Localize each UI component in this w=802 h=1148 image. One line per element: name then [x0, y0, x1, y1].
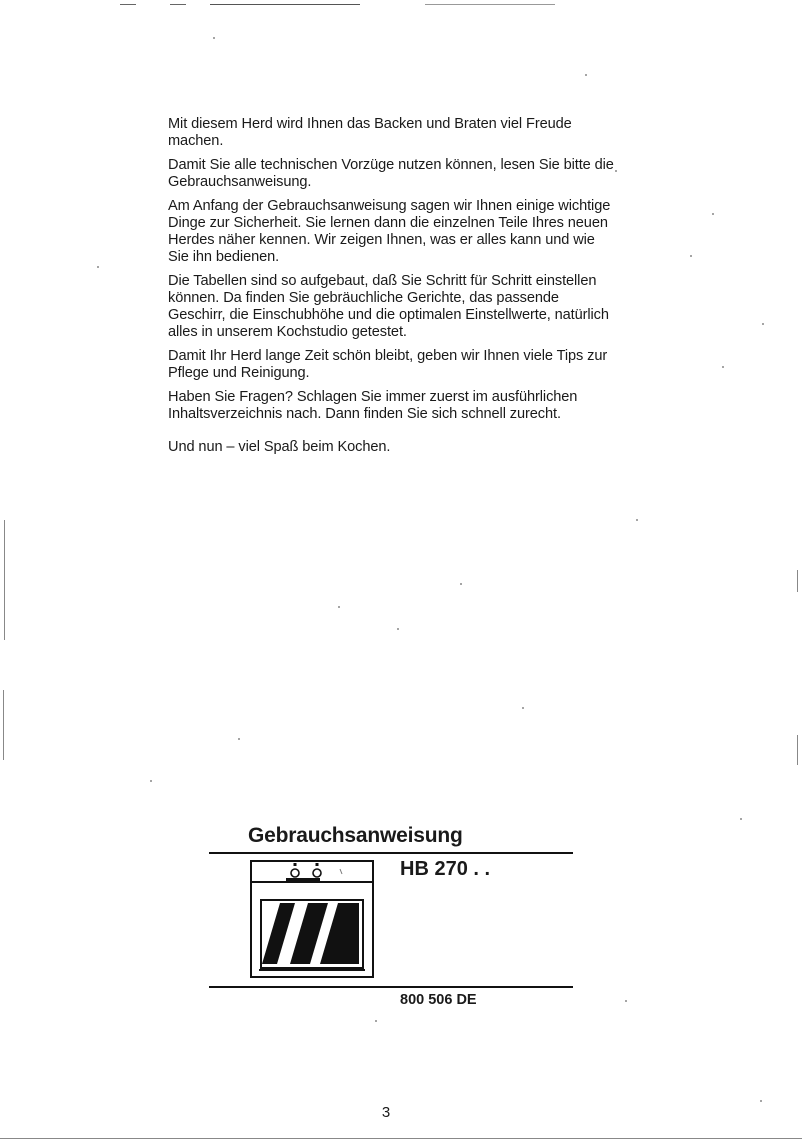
scan-rule: [170, 4, 186, 5]
scan-edge-mark: [4, 520, 5, 640]
closing-line: Und nun – viel Spaß beim Kochen.: [168, 439, 391, 455]
scan-speck: [712, 213, 714, 215]
scan-speck: [760, 1100, 762, 1102]
scan-speck: [397, 628, 399, 630]
intro-paragraph: Haben Sie Fragen? Schlagen Sie immer zuerst im ausführlichen Inhaltsverzeichnis nach. Dann finden Sie sich schnell zurecht.: [168, 389, 578, 422]
page-bottom-edge: [0, 1138, 802, 1139]
scan-speck: [338, 606, 340, 608]
intro-paragraph: Damit Ihr Herd lange Zeit schön bleibt, geben wir Ihnen viele Tips zur Pflege und Reinigung.: [168, 348, 608, 381]
scan-speck: [740, 818, 742, 820]
scan-edge-mark: [797, 570, 798, 592]
cover-rule-bottom: [209, 986, 573, 988]
scan-speck: [150, 780, 152, 782]
scan-speck: [585, 74, 587, 76]
scan-speck: [375, 1020, 377, 1022]
intro-paragraph: Damit Sie alle technischen Vorzüge nutzen können, lesen Sie bitte die Gebrauchsanweisung.: [168, 157, 614, 190]
intro-paragraph: Am Anfang der Gebrauchsanweisung sagen wir Ihnen einige wichtige Dinge zur Sicherheit. Sie lernen dann die einzelnen Teile Ihres neuen Herdes näher kennen. Wir zeigen Ihnen, was er alles kann und wie Sie ihn bedienen.: [168, 198, 611, 265]
scan-speck: [690, 255, 692, 257]
cover-title: Gebrauchsanweisung: [248, 824, 463, 847]
scan-speck: [625, 1000, 627, 1002]
document-number: 800 506 DE: [400, 992, 477, 1008]
intro-text: [168, 116, 618, 463]
scan-speck: [460, 583, 462, 585]
model-number: HB 270 . .: [400, 858, 491, 880]
page-number: 3: [381, 1104, 391, 1121]
scan-speck: [722, 366, 724, 368]
scan-speck: [213, 37, 215, 39]
intro-paragraph: Die Tabellen sind so aufgebaut, daß Sie Schritt für Schritt einstellen können. Da finden Sie gebräuchliche Gerichte, das passende Geschirr, die Einschubhöhe und die optimalen Einstellwerte, natürlich alles in unserem Kochstudio getestet.: [168, 273, 609, 340]
cover-block: [209, 822, 573, 1012]
scan-speck: [762, 323, 764, 325]
cover-rule-top: [209, 852, 573, 854]
scan-speck: [636, 519, 638, 521]
intro-paragraph: Mit diesem Herd wird Ihnen das Backen und Braten viel Freude machen.: [168, 116, 572, 149]
scan-edge-mark: [797, 735, 798, 765]
scan-speck: [97, 266, 99, 268]
scan-rule: [120, 4, 136, 5]
scan-edge-mark: [3, 690, 4, 760]
scan-speck: [522, 707, 524, 709]
scan-rule: [210, 4, 360, 5]
oven-icon: [250, 860, 374, 978]
scan-speck: [238, 738, 240, 740]
scan-rule: [425, 4, 555, 5]
